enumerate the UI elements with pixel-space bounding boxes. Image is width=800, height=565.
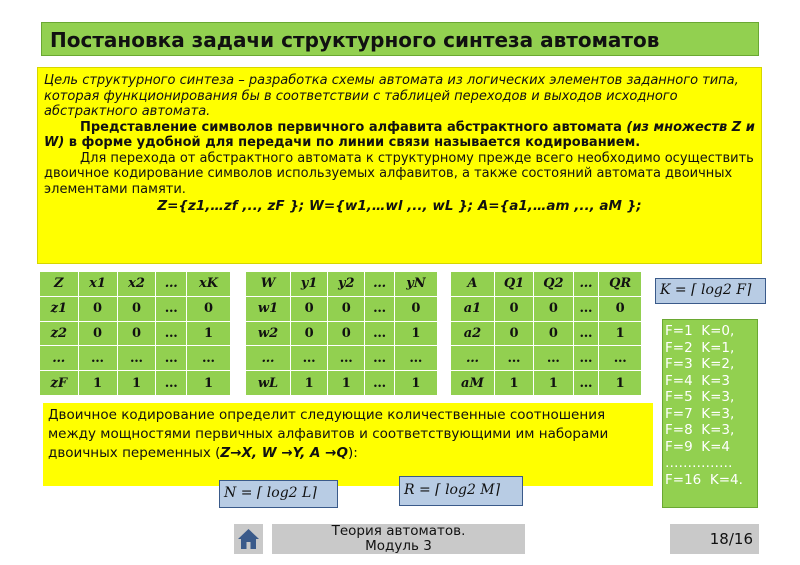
table-cell: … (451, 346, 495, 371)
table-cell: … (494, 346, 533, 371)
table-cell: 0 (78, 321, 117, 346)
a-coding-table (450, 271, 642, 396)
table-cell: 1 (494, 371, 533, 396)
table-cell: … (365, 371, 395, 396)
table-cell: … (365, 296, 395, 321)
intro-paragraph-2 (44, 120, 755, 151)
table-cell: 1 (187, 371, 231, 396)
k-value-item: F=7 K=3, (665, 405, 735, 422)
dual-text: Двоичное кодирование определит следующие количественные соотношения между мощностями первичных алфавитов и соответствующими им наборами двоичных переменных ( (48, 407, 609, 461)
intro-p2-part-c: в форме удобной для передачи по линии связи называется кодированием. (64, 135, 641, 150)
table-cell: … (573, 272, 599, 297)
table-cell: Q1 (494, 272, 533, 297)
table-cell: … (573, 346, 599, 371)
intro-p2-part-b: (из множеств Z и W) (44, 119, 755, 150)
table-row (451, 321, 642, 346)
table-cell: 1 (534, 371, 573, 396)
table-cell: xK (187, 272, 231, 297)
table-cell: … (573, 296, 599, 321)
table-cell: z2 (40, 321, 79, 346)
table-cell: … (599, 346, 642, 371)
table-cell: 1 (117, 371, 156, 396)
formula-n: N = ⌈ log2 L⌉ (219, 480, 338, 508)
table-cell: 0 (494, 321, 533, 346)
table-cell: 1 (394, 321, 437, 346)
table-cell: zF (40, 371, 79, 396)
table-row (40, 296, 231, 321)
k-values-list (662, 319, 758, 508)
table-cell: z1 (40, 296, 79, 321)
table-cell: yN (394, 272, 437, 297)
table-cell: 1 (394, 371, 437, 396)
table-cell: Q2 (534, 272, 573, 297)
table-cell: 0 (187, 296, 231, 321)
table-cell: 0 (534, 321, 573, 346)
intro-p2-part-a: Представление символов первичного алфавита абстрактного автомата (80, 119, 627, 135)
table-cell: … (246, 346, 291, 371)
k-value-item: F=4 K=3 (665, 372, 731, 389)
table-cell: 0 (117, 296, 156, 321)
dual-coding-text (43, 403, 653, 486)
footer-line-1: Теория автоматов. (331, 523, 466, 539)
table-cell: 1 (599, 371, 642, 396)
slide-title: Постановка задачи структурного синтеза автоматов (41, 22, 759, 56)
formula-k: K = ⌈ log2 F⌉ (655, 278, 766, 304)
table-row (451, 296, 642, 321)
table-cell: W (246, 272, 291, 297)
k-value-item: F=8 K=3, (665, 422, 735, 438)
home-button[interactable] (234, 524, 263, 554)
table-cell: x1 (78, 272, 117, 297)
table-cell: … (156, 371, 187, 396)
table-cell: … (328, 346, 365, 371)
table-row (40, 346, 231, 371)
table-cell: … (573, 371, 599, 396)
table-cell: … (365, 346, 395, 371)
table-cell: … (187, 346, 231, 371)
table-cell: Z (40, 272, 79, 297)
table-cell: 0 (291, 296, 328, 321)
table-row (451, 371, 642, 396)
table-header-row (451, 272, 642, 297)
table-cell: 0 (328, 296, 365, 321)
table-cell: 0 (328, 321, 365, 346)
table-cell: … (573, 321, 599, 346)
table-cell: 1 (599, 321, 642, 346)
table-row (40, 371, 231, 396)
table-cell: 0 (117, 321, 156, 346)
table-cell: w1 (246, 296, 291, 321)
table-cell: 1 (78, 371, 117, 396)
dual-mapping: Z→X, W →Y, A →Q (220, 445, 348, 461)
intro-paragraph-1: Цель структурного синтеза – разработка схемы автомата из логических элементов заданного типа, которая функционирования бы в соответствии с таблицей переходов и выходов исходного абстрактного автомата. (44, 73, 739, 119)
table-cell: wL (246, 371, 291, 396)
table-cell: … (78, 346, 117, 371)
table-cell: … (40, 346, 79, 371)
table-cell: QR (599, 272, 642, 297)
alphabet-formula: Z={z1,…zf ,.., zF }; W={w1,…wl ,.., wL }; A={a1,…am ,.., aM }; (157, 198, 642, 214)
k-value-item: F=3 K=2, (665, 356, 735, 372)
z-coding-table (39, 271, 231, 396)
dual-end: ): (347, 445, 358, 461)
table-cell: … (394, 346, 437, 371)
intro-text-block (37, 67, 762, 264)
table-cell: 0 (291, 321, 328, 346)
table-cell: 0 (394, 296, 437, 321)
k-value-item: F=2 K=1, (665, 339, 735, 356)
table-cell: … (117, 346, 156, 371)
table-cell: … (365, 321, 395, 346)
footer (272, 524, 525, 554)
home-icon (234, 524, 263, 554)
table-cell: … (156, 272, 187, 297)
k-value-item: F=16 K=4. (665, 471, 743, 488)
table-cell: a1 (451, 296, 495, 321)
intro-paragraph-3: Для перехода от абстрактного автомата к структурному прежде всего необходимо осуществить двоичное кодирование символов используемых алфавитов, а также состояний автомата двоичных элементами памяти. (44, 150, 754, 197)
table-row (246, 346, 438, 371)
k-value-item: F=1 K=0, (665, 323, 735, 339)
table-cell: … (156, 296, 187, 321)
w-coding-table (245, 271, 438, 396)
table-cell: 1 (291, 371, 328, 396)
k-value-item: …………… (665, 455, 733, 471)
table-cell: 1 (328, 371, 365, 396)
k-value-item: F=9 K=4 (665, 438, 731, 455)
table-cell: … (365, 272, 395, 297)
table-row (451, 346, 642, 371)
table-cell: 0 (534, 296, 573, 321)
table-row (246, 296, 438, 321)
table-cell: y2 (328, 272, 365, 297)
table-cell: a2 (451, 321, 495, 346)
table-cell: … (534, 346, 573, 371)
table-cell: … (156, 346, 187, 371)
table-cell: … (291, 346, 328, 371)
table-row (246, 371, 438, 396)
table-cell: 0 (599, 296, 642, 321)
k-value-item: F=5 K=3, (665, 389, 735, 405)
table-header-row (246, 272, 438, 297)
table-cell: 0 (494, 296, 533, 321)
table-cell: 0 (78, 296, 117, 321)
table-row (246, 321, 438, 346)
formula-r: R = ⌈ log2 M⌉ (399, 476, 523, 506)
table-cell: 1 (187, 321, 231, 346)
table-header-row (40, 272, 231, 297)
page-number: 18/16 (670, 524, 759, 554)
table-cell: y1 (291, 272, 328, 297)
table-cell: w2 (246, 321, 291, 346)
table-cell: A (451, 272, 495, 297)
table-cell: x2 (117, 272, 156, 297)
footer-line-2: Модуль 3 (365, 538, 432, 554)
table-cell: … (156, 321, 187, 346)
table-cell: aM (451, 371, 495, 396)
table-row (40, 321, 231, 346)
